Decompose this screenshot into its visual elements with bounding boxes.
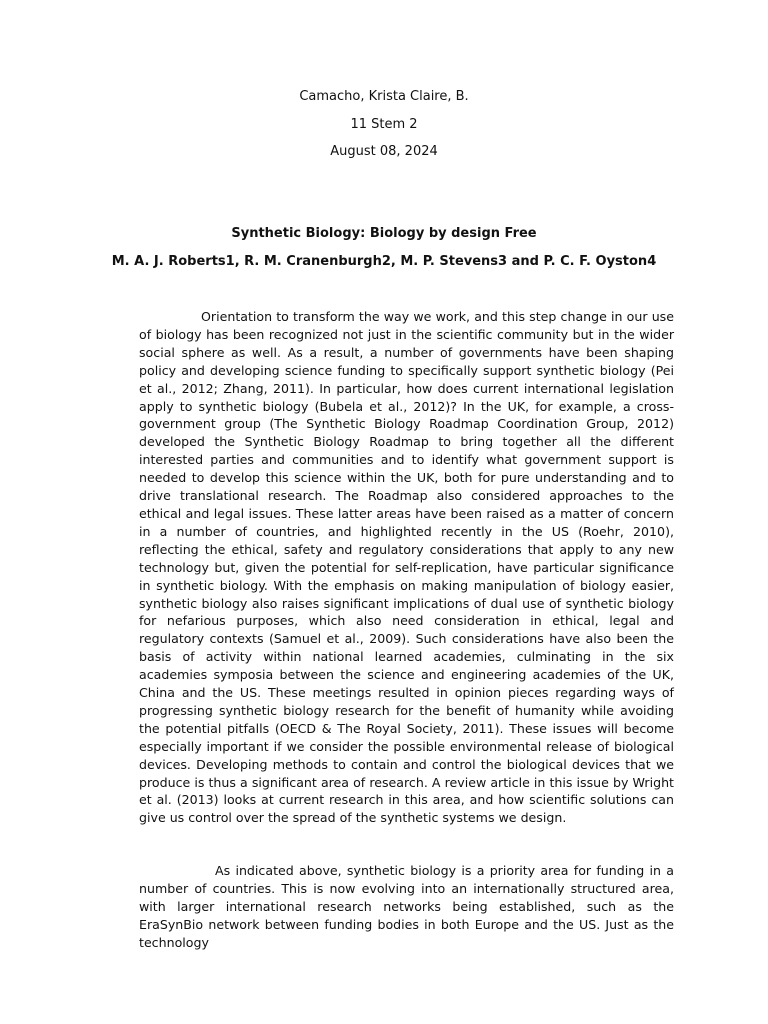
body-paragraph: Orientation to transform the way we work, and this step change in our use of biology has been recognized not just in the scientific community but in the wider social sphere as well. As a result, a number of governments have been shaping policy and developing science funding to specifically support synthetic biology (Pei et al., 2012; Zhang, 2011). In particular, how does current international legislation apply to synthetic biology (Bubela et al., 2012)? In the UK, for example, a cross-government group (The Synthetic Biology Roadmap Coordination Group, 2012) developed the Synthetic Biology Roadmap to bring together all the different interested parties and communities and to identify what government support is needed to develop this science within the UK, both for pure understanding and to drive translational research. The Roadmap also considered approaches to the ethical and legal issues. These latter areas have been raised as a matter of concern in a number of countries, and highlighted recently in the US (Roehr, 2010), reflecting the ethical, safety and regulatory considerations that apply to any new technology but, given the potential for self-replication, have particular significance in synthetic biology. With the emphasis on making manipulation of biology easier, synthetic biology also raises significant implications of dual use of synthetic biology for nefarious purposes, which also need consideration in ethical, legal and regulatory contexts (Samuel et al., 2009). Such considerations have also been the basis of activity within national learned academies, culminating in the six academies symposia between the science and engineering academies of the UK, China and the US. These meetings resulted in opinion pieces regarding ways of progressing synthetic biology research for the benefit of humanity while avoiding the potential pitfalls (OECD & The Royal Society, 2011). These issues will become especially important if we consider the possible environmental release of biological devices. Developing methods to contain and control the biological devices that we produce is thus a significant area of research. A review article in this issue by Wright et al. (2013) looks at current research in this area, and how scientific solutions can give us control over the spread of the synthetic systems we design. [139,309,674,826]
document-date: August 08, 2024 [330,144,438,159]
body-paragraph: As indicated above, synthetic biology is a priority area for funding in a number of countries. This is now evolving into an internationally structured area, with larger international research networks being established, such as the EraSynBio network between funding bodies in both Europe and the US. Just as the technology [139,863,674,950]
student-name: Camacho, Krista Claire, B. [299,89,469,104]
class-section: 11 Stem 2 [350,117,418,132]
article-title: Synthetic Biology: Biology by design Free [231,226,537,241]
article-authors: M. A. J. Roberts1, R. M. Cranenburgh2, M. P. Stevens3 and P. C. F. Oyston4 [111,254,657,269]
